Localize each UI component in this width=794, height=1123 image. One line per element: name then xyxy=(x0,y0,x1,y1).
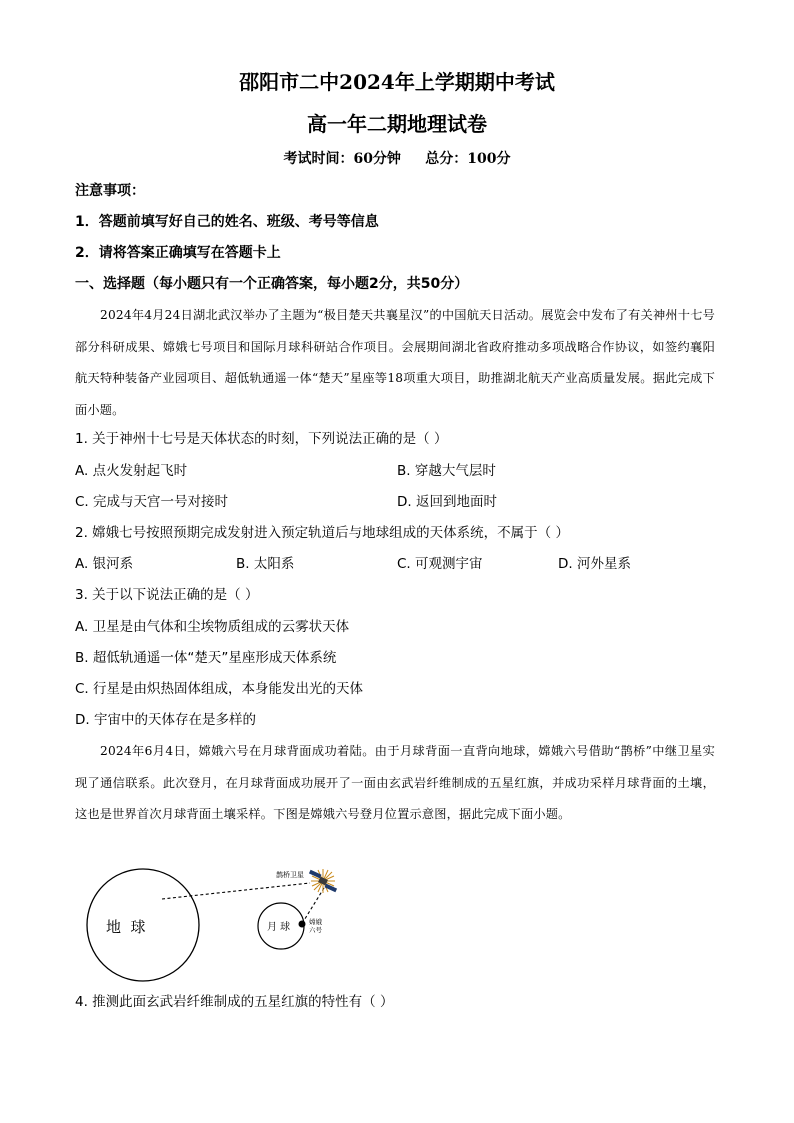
question-2-stem: 2. 嫦娥七号按照预期完成发射进入预定轨道后与地球组成的天体系统，不属于（ ） xyxy=(75,525,569,541)
q2-option-b: B. 太阳系 xyxy=(236,556,295,572)
earth-relay-link xyxy=(162,883,310,899)
question-1-stem: 1. 关于神州十七号是天体状态的时刻，下列说法正确的是（ ） xyxy=(75,431,448,447)
passage-1: 2024年4月24日湖北武汉举办了主题为“极目楚天共襄星汉”的中国航天日活动。展览会中发布了有关神州十七号部分科研成果、嫦娥七号项目和国际月球科研站合作项目。会展期间湖北省政府推动多项战略合作协议，如签约襄阳航天特种装备产业园项目、超低轨通遥一体“楚天”星座等18项重大项目，助推湖北航天产业高质量发展。据此完成下面小题。 xyxy=(75,308,715,417)
q3-option-a: A. 卫星是由气体和尘埃物质组成的云雾状天体 xyxy=(75,619,350,635)
q2-option-c: C. 可观测宇宙 xyxy=(397,556,483,572)
relay-satellite-icon xyxy=(309,869,337,893)
lander-label-1: 嫦娥 xyxy=(309,918,322,926)
q1-option-c: C. 完成与天宫一号对接时 xyxy=(75,494,229,510)
question-3-stem: 3. 关于以下说法正确的是（ ） xyxy=(75,587,259,603)
q2-option-d: D. 河外星系 xyxy=(558,556,631,572)
q1-option-b: B. 穿越大气层时 xyxy=(397,463,496,479)
lander-label-2: 六号 xyxy=(309,926,322,934)
section-heading: 一、选择题（每小题只有一个正确答案，每小题2分，共50分） xyxy=(75,276,469,292)
lander-marker xyxy=(299,921,306,928)
earth-label: 地 球 xyxy=(106,918,146,936)
q1-option-a: A. 点火发射起飞时 xyxy=(75,463,188,479)
q3-option-c: C. 行星是由炽热固体组成，本身能发出光的天体 xyxy=(75,681,364,697)
chang-e-6-diagram xyxy=(70,862,370,987)
moon-label: 月 球 xyxy=(267,922,291,933)
exam-info xyxy=(0,150,794,168)
q3-option-b: B. 超低轨通遥一体“楚天”星座形成天体系统 xyxy=(75,650,337,666)
relay-satellite-label: 鹊桥卫星 xyxy=(276,871,304,879)
note-item-2: 2．请将答案正确填写在答题卡上 xyxy=(75,245,281,261)
relay-lander-link xyxy=(303,888,324,922)
exam-info-text: 考试时间：60分钟 总分：100分 xyxy=(283,151,511,167)
q3-option-d: D. 宇宙中的天体存在是多样的 xyxy=(75,712,256,728)
question-4-stem: 4. 推测此面玄武岩纤维制成的五星红旗的特性有（ ） xyxy=(75,994,394,1010)
q1-option-d: D. 返回到地面时 xyxy=(397,494,497,510)
note-item-1: 1．答题前填写好自己的姓名、班级、考号等信息 xyxy=(75,214,379,230)
notes-heading: 注意事项： xyxy=(75,183,145,199)
passage-2: 2024年6月4日，嫦娥六号在月球背面成功着陆。由于月球背面一直背向地球，嫦娥六号借助“鹊桥”中继卫星实现了通信联系。此次登月，在月球背面成功展开了一面由玄武岩纤维制成的五星红旗，并成功采样月球背面的土壤，这也是世界首次月球背面土壤采样。下图是嫦娥六号登月位置示意图，据此完成下面小题。 xyxy=(75,744,715,821)
exam-title: 邵阳市二中2024年上学期期中考试 xyxy=(239,70,555,94)
exam-subtitle: 高一年二期地理试卷 xyxy=(307,112,487,136)
q2-option-a: A. 银河系 xyxy=(75,556,134,572)
